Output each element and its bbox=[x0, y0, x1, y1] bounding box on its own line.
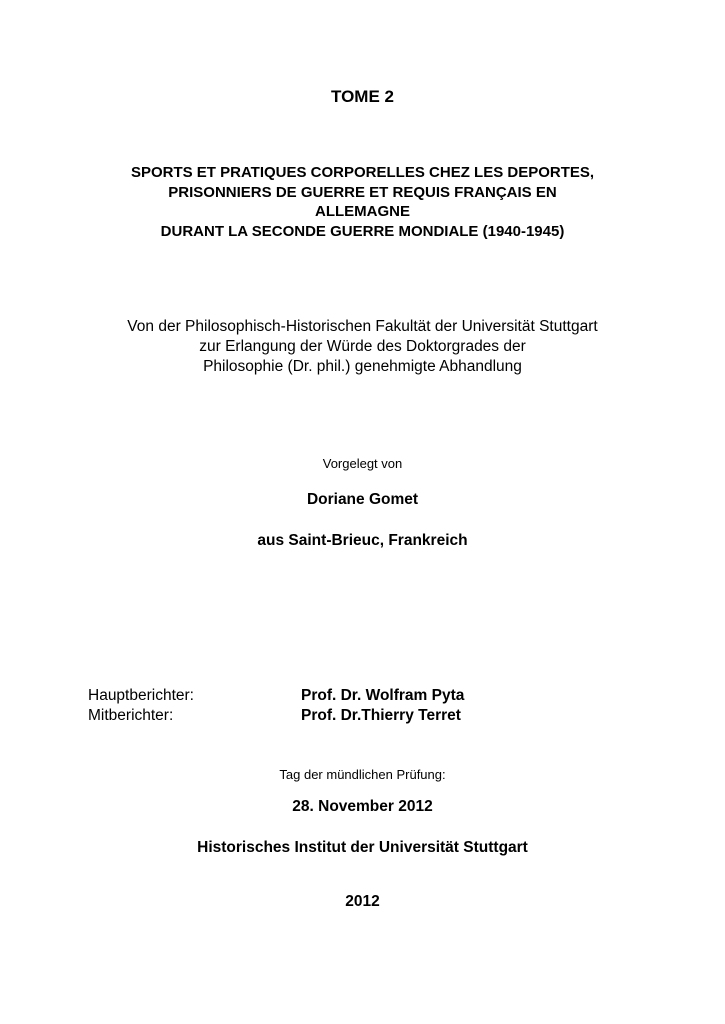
dissertation-statement-line: zur Erlangung der Würde des Doktorgrades der bbox=[199, 338, 526, 355]
exam-date: 28. November 2012 bbox=[292, 798, 433, 815]
examiner-role: Hauptberichter: bbox=[88, 687, 194, 704]
thesis-title-line: PRISONNIERS DE GUERRE ET REQUIS FRANÇAIS EN bbox=[168, 183, 557, 201]
publication-year: 2012 bbox=[345, 893, 380, 910]
dissertation-statement-line: Philosophie (Dr. phil.) genehmigte Abhandlung bbox=[203, 358, 522, 375]
examiner-name: Prof. Dr.Thierry Terret bbox=[301, 707, 461, 724]
examiner-row-co bbox=[88, 706, 648, 726]
examiner-name: Prof. Dr. Wolfram Pyta bbox=[301, 687, 465, 704]
volume-heading: TOME 2 bbox=[331, 87, 394, 106]
dissertation-statement bbox=[0, 317, 725, 377]
thesis-title-line: ALLEMAGNE bbox=[315, 203, 410, 220]
author-name: Doriane Gomet bbox=[306, 491, 419, 508]
dissertation-statement-line: Von der Philosophisch-Historischen Fakultät der Universität Stuttgart bbox=[127, 318, 598, 335]
presented-by-label: Vorgelegt von bbox=[322, 456, 403, 471]
examiner-row-main bbox=[88, 686, 648, 706]
author-origin: aus Saint-Brieuc, Frankreich bbox=[257, 532, 468, 549]
institute-name: Historisches Institut der Universität Stuttgart bbox=[197, 839, 528, 856]
thesis-title-line: DURANT LA SECONDE GUERRE MONDIALE (1940-1945) bbox=[160, 222, 565, 240]
examiner-role: Mitberichter: bbox=[88, 707, 174, 724]
thesis-title-line: SPORTS ET PRATIQUES CORPORELLES CHEZ LES DEPORTES, bbox=[130, 164, 595, 181]
thesis-title bbox=[0, 163, 725, 241]
exam-date-label: Tag der mündlichen Prüfung: bbox=[279, 767, 446, 782]
